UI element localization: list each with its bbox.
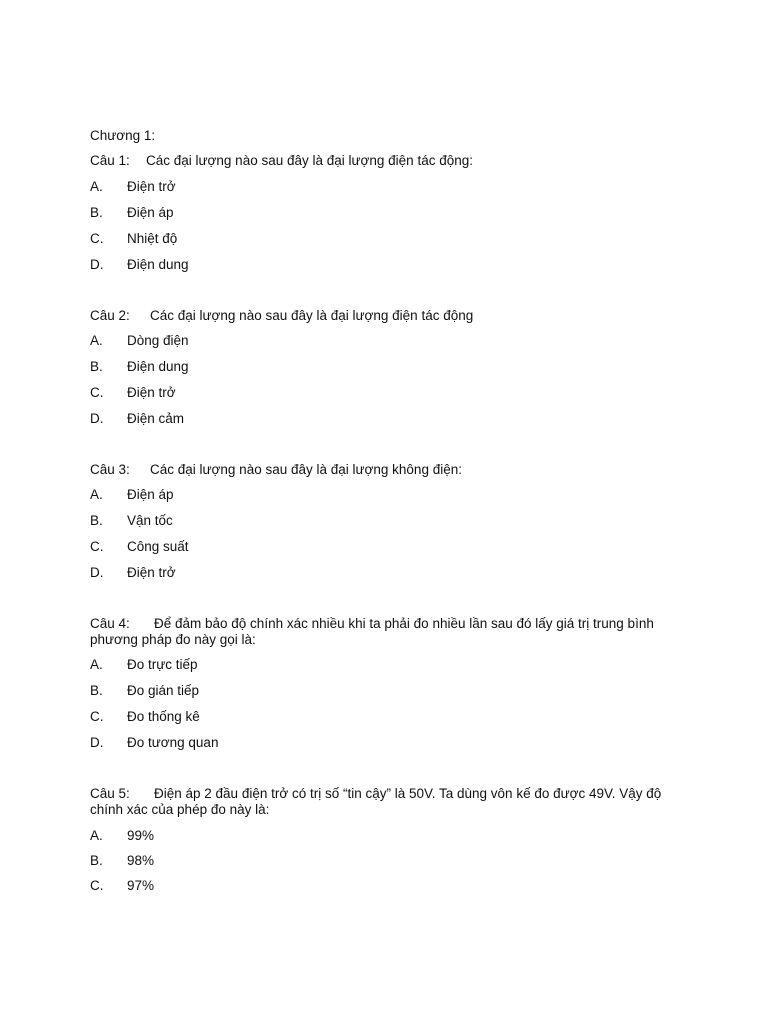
option-2b [90, 359, 189, 375]
question-number: Câu 2: [90, 308, 130, 323]
option-text: Điện dung [127, 257, 189, 272]
option-text: Điện trở [127, 565, 176, 580]
option-text: Đo tương quan [127, 735, 219, 750]
option-letter: B. [90, 683, 103, 698]
question-number: Câu 3: [90, 462, 130, 477]
option-4a [90, 657, 198, 673]
option-text: 97% [127, 878, 155, 893]
option-2d [90, 411, 184, 427]
option-letter: D. [90, 411, 104, 426]
option-text: Điện dung [127, 359, 189, 374]
option-text: Điện áp [127, 205, 174, 220]
question-3 [90, 462, 462, 478]
option-letter: A. [90, 333, 103, 348]
option-letter: C. [90, 385, 104, 400]
chapter-heading: Chương 1: [90, 128, 156, 143]
option-letter: C. [90, 231, 104, 246]
question-text: Các đại lượng nào sau đây là đại lượng điện tác động: [146, 153, 473, 168]
option-3b [90, 513, 173, 529]
question-2 [90, 308, 473, 324]
option-letter: C. [90, 878, 104, 893]
option-text: 99% [127, 828, 155, 843]
question-text: Điện áp 2 đầu điện trở có trị số “tin cậy” là 50V. Ta dùng vôn kế đo được 49V. Vậy độ chính xác của phép đo này là: [90, 786, 662, 817]
option-letter: B. [90, 205, 103, 220]
option-letter: C. [90, 709, 104, 724]
question-number: Câu 5: [90, 786, 130, 801]
option-5b [90, 853, 154, 869]
question-text: Để đảm bảo độ chính xác nhiều khi ta phải đo nhiều lần sau đó lấy giá trị trung bình phương pháp đo này gọi là: [90, 616, 654, 647]
option-1d [90, 257, 189, 273]
option-text: Đo gián tiếp [127, 683, 200, 698]
option-text: Đo thống kê [127, 709, 200, 724]
option-text: Điện trở [127, 385, 176, 400]
option-text: Điện áp [127, 487, 174, 502]
option-letter: A. [90, 179, 103, 194]
option-text: Điện cảm [127, 411, 185, 426]
option-letter: D. [90, 257, 104, 272]
option-4d [90, 735, 218, 751]
option-1b [90, 205, 174, 221]
option-letter: A. [90, 657, 103, 672]
option-4b [90, 683, 199, 699]
option-3d [90, 565, 176, 581]
option-text: Công suất [127, 539, 189, 554]
option-text: Điện trở [127, 179, 176, 194]
option-letter: B. [90, 513, 103, 528]
question-4 [90, 616, 680, 648]
option-text: Dòng điện [127, 333, 189, 348]
option-letter: B. [90, 359, 103, 374]
option-1c [90, 231, 177, 247]
question-number: Câu 4: [90, 616, 130, 631]
option-letter: D. [90, 565, 104, 580]
option-letter: D. [90, 735, 104, 750]
option-5a [90, 828, 154, 844]
option-text: Vận tốc [127, 513, 173, 528]
option-2a [90, 333, 189, 349]
question-5 [90, 786, 680, 818]
option-letter: A. [90, 828, 103, 843]
option-letter: B. [90, 853, 103, 868]
option-2c [90, 385, 176, 401]
question-1 [90, 153, 473, 169]
option-3a [90, 487, 174, 503]
option-text: 98% [127, 853, 155, 868]
option-4c [90, 709, 200, 725]
option-text: Đo trực tiếp [127, 657, 198, 672]
option-text: Nhiệt độ [127, 231, 178, 246]
option-3c [90, 539, 189, 555]
option-letter: C. [90, 539, 104, 554]
option-1a [90, 179, 176, 195]
question-number: Câu 1: [90, 153, 130, 168]
option-letter: A. [90, 487, 103, 502]
option-5c [90, 878, 154, 894]
question-text: Các đại lượng nào sau đây là đại lượng điện tác động [150, 308, 474, 323]
question-text: Các đại lượng nào sau đây là đại lượng không điện: [150, 462, 462, 477]
